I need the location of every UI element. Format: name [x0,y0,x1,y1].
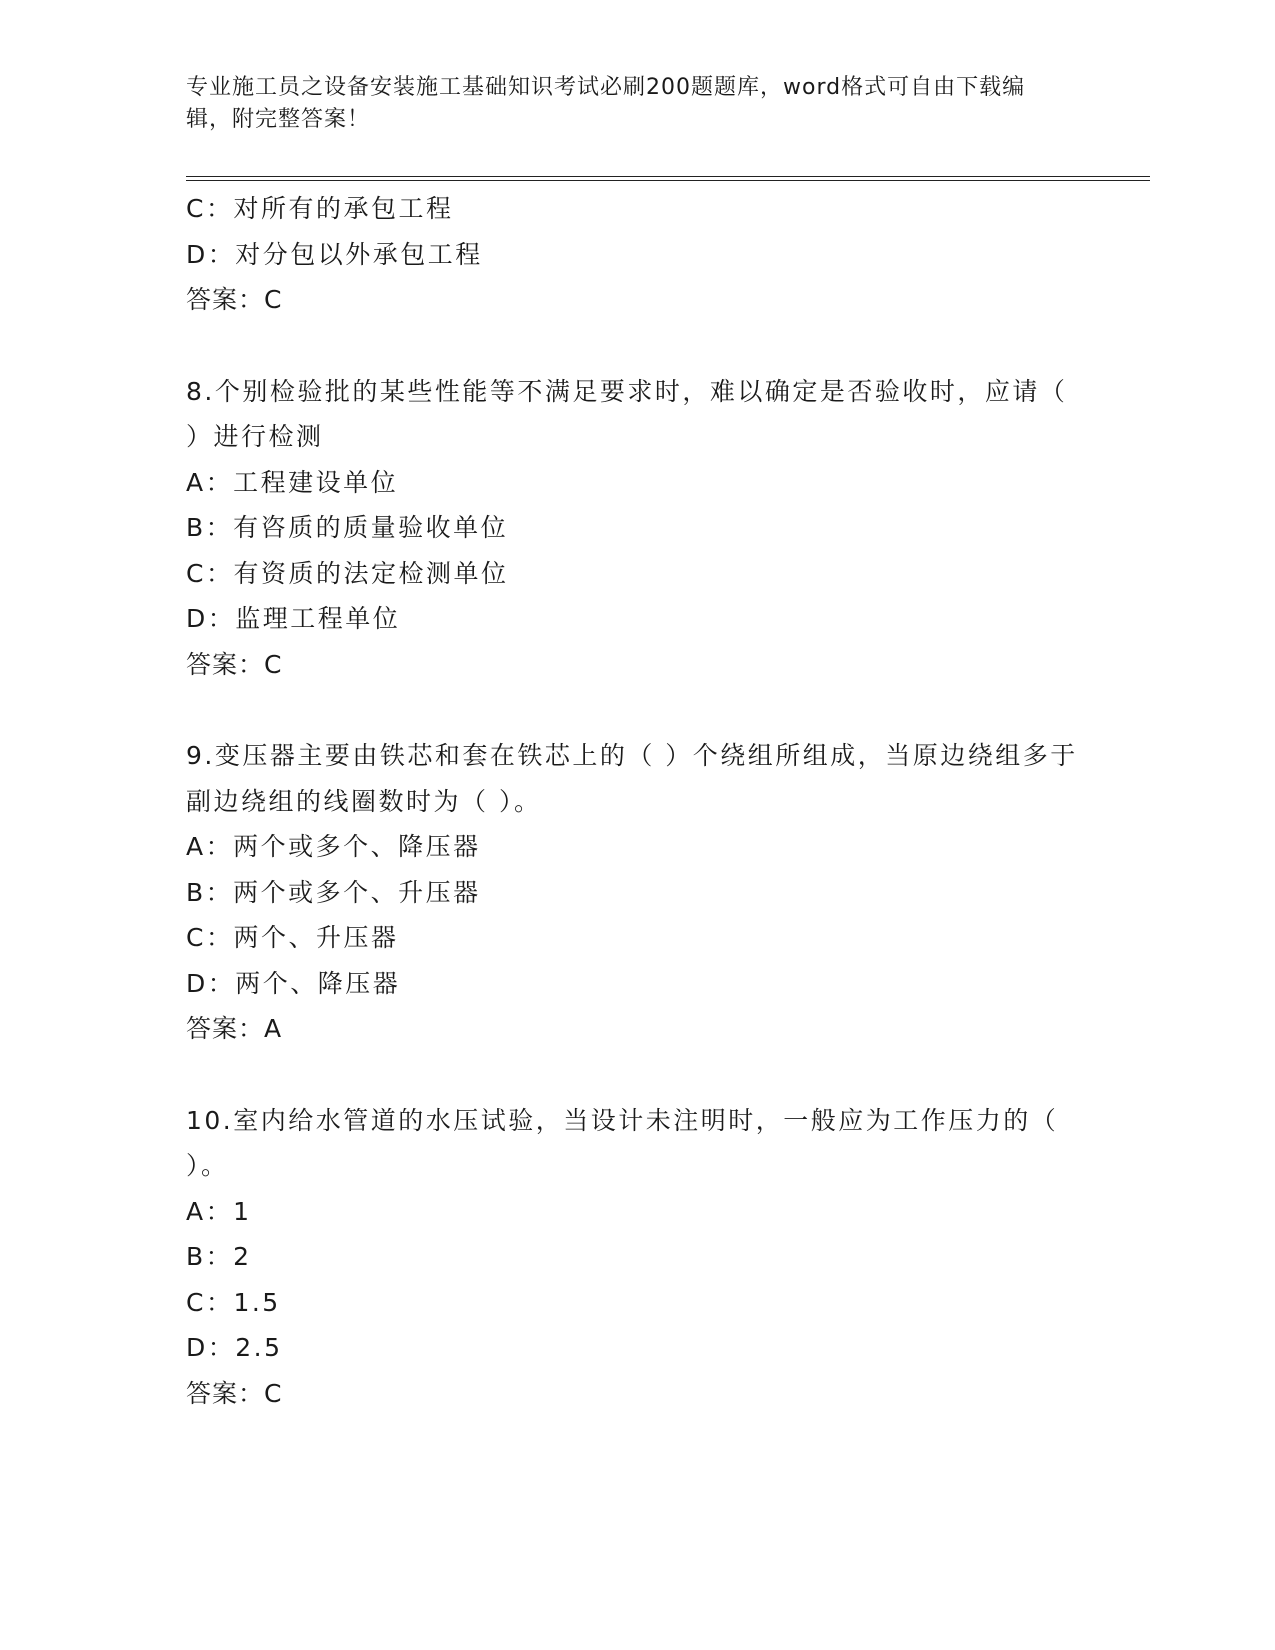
option-c: C：两个、升压器 [186,923,399,952]
option-d: D：两个、降压器 [186,968,401,998]
question-9 [186,733,1086,1052]
option-d: D：监理工程单位 [186,604,401,633]
question-text: 8.个别检验批的某些性能等不满足要求时，难以确定是否验收时，应请（ ）进行检测 [186,376,1068,451]
option-b: B：两个或多个、升压器 [186,877,481,907]
answer-line: 答案：C [186,1378,283,1408]
question-7-continued [186,186,1086,323]
option-c: C：1.5 [186,1287,281,1317]
question-text: 10.室内给水管道的水压试验，当设计未注明时，一般应为工作压力的（ ）。 [186,1105,1059,1180]
option-b: B：有咨质的质量验收单位 [186,513,509,542]
option-a: A：两个或多个、降压器 [186,832,481,861]
document-body [186,186,1086,1416]
answer-line: 答案：A [186,1014,283,1043]
option-c: C：有资质的法定检测单位 [186,558,509,588]
option-b: B：2 [186,1242,252,1271]
document-header: 专业施工员之设备安装施工基础知识考试必刷200题题库，word格式可自由下载编辑，附完整答案！ [186,75,1026,132]
question-8 [186,369,1086,688]
answer-line: 答案：C [186,285,283,314]
option-d: D：2.5 [186,1333,283,1362]
option-d: D：对分包以外承包工程 [186,239,483,269]
answer-line: 答案：C [186,649,283,679]
option-c: C：对所有的承包工程 [186,194,454,223]
question-text: 9.变压器主要由铁芯和套在铁芯上的（ ）个绕组所组成，当原边绕组多于副边绕组的线圈数时为（ ）。 [186,741,1078,816]
question-10 [186,1098,1086,1417]
header-divider [186,176,1150,181]
option-a: A：1 [186,1196,252,1226]
option-a: A：工程建设单位 [186,467,399,497]
